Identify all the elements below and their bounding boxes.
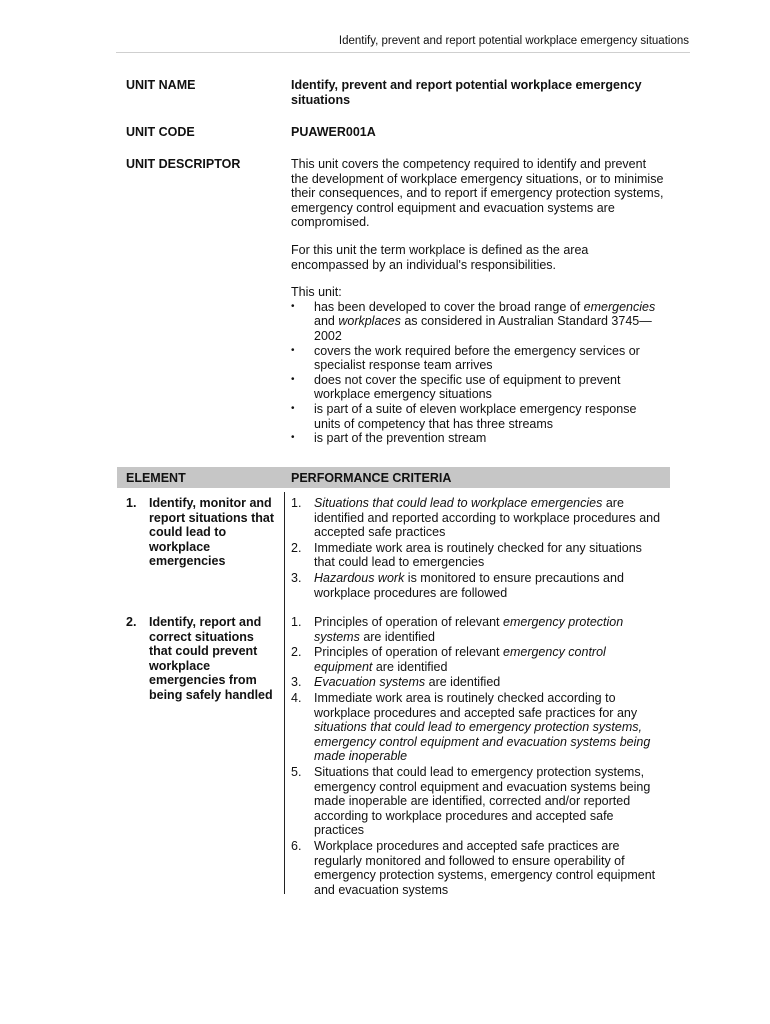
- list-item: 1. Situations that could lead to workplace emergencies are identified and reported according to workplace procedures and accepted safe practices: [291, 496, 661, 540]
- unit-descriptor-row: [126, 157, 671, 446]
- list-item: 6. Workplace procedures and accepted safe practices are regularly monitored and followed to ensure operability of emergency protection systems, emergency control equipment and evacuation systems: [291, 838, 656, 897]
- bullet-icon: •: [291, 300, 295, 312]
- list-item: 3. Evacuation systems are identified: [291, 675, 501, 690]
- list-item: 2. Principles of operation of relevant emergency control equipment are identified: [291, 645, 606, 674]
- running-header: Identify, prevent and report potential workplace emergency situations: [338, 35, 689, 47]
- unit-name-label: UNIT NAME: [126, 78, 196, 92]
- unit-code-value: PUAWER001A: [291, 125, 376, 139]
- unit-name-value: Identify, prevent and report potential workplace emergency situations: [291, 78, 642, 107]
- list-item: 2. Immediate work area is routinely checked for any situations that could lead to emergencies: [291, 540, 642, 570]
- descriptor-paragraph: This unit covers the competency required to identify and prevent the development of workplace emergency situations, or to minimise their consequences, and to report if emergency protection systems, emergency control equipment and evacuation systems are compromised.: [291, 157, 664, 230]
- unit-descriptor: [291, 157, 666, 446]
- descriptor-bullet-list: [291, 300, 666, 446]
- list-item: 3. Hazardous work is monitored to ensure precautions and workplace procedures are followed: [291, 570, 624, 600]
- unit-details: [126, 78, 671, 446]
- unit-code-row: [126, 125, 671, 157]
- column-divider: [284, 492, 285, 894]
- unit-code-label: UNIT CODE: [126, 125, 195, 139]
- table-header: [117, 467, 670, 488]
- list-item: • is part of the prevention stream: [291, 431, 487, 446]
- unit-name-row: [126, 78, 671, 125]
- criteria-list-2: [291, 615, 666, 898]
- element-number: 1.: [126, 496, 137, 510]
- list-item: • has been developed to cover the broad range of emergencies and workplaces as considered in Australian Standard 3745—2002: [291, 299, 656, 343]
- element-2: [126, 615, 278, 703]
- list-item: • does not cover the specific use of equipment to prevent workplace emergency situations: [291, 372, 621, 402]
- unit-descriptor-label: UNIT DESCRIPTOR: [126, 157, 241, 171]
- element-title: Identify, monitor and report situations that could lead to workplace emergencies: [149, 496, 275, 569]
- list-item: • covers the work required before the emergency services or specialist response team arrives: [291, 343, 640, 373]
- bullet-icon: •: [291, 373, 295, 385]
- bullet-icon: •: [291, 344, 295, 356]
- list-item: 1. Principles of operation of relevant emergency protection systems are identified: [291, 615, 624, 644]
- list-item: 4. Immediate work area is routinely checked according to workplace procedures and accepted safe practices for any situations that could lead to emergency protection systems, emergency control equipment and evacuation systems being made inoperable: [291, 690, 651, 764]
- criteria-column-header: PERFORMANCE CRITERIA: [291, 471, 452, 485]
- list-item: • is part of a suite of eleven workplace emergency response units of competency that has three streams: [291, 401, 637, 431]
- bullet-icon: •: [291, 432, 295, 444]
- element-number: 2.: [126, 615, 137, 629]
- descriptor-intro: This unit:: [291, 285, 342, 300]
- descriptor-paragraph: For this unit the term workplace is defined as the area encompassed by an individual's responsibilities.: [291, 242, 589, 272]
- list-item: 5. Situations that could lead to emergency protection systems, emergency control equipment and evacuation systems being made inoperable are identified, corrected and/or reported according to workplace procedures and accepted safe practices: [291, 764, 651, 838]
- element-title: Identify, report and correct situations that could prevent workplace emergencies from being safely handled: [149, 615, 273, 702]
- element-1: [126, 496, 278, 569]
- header-rule: [116, 52, 690, 53]
- bullet-icon: •: [291, 402, 295, 414]
- criteria-list-1: [291, 496, 666, 601]
- element-column-header: ELEMENT: [126, 471, 186, 485]
